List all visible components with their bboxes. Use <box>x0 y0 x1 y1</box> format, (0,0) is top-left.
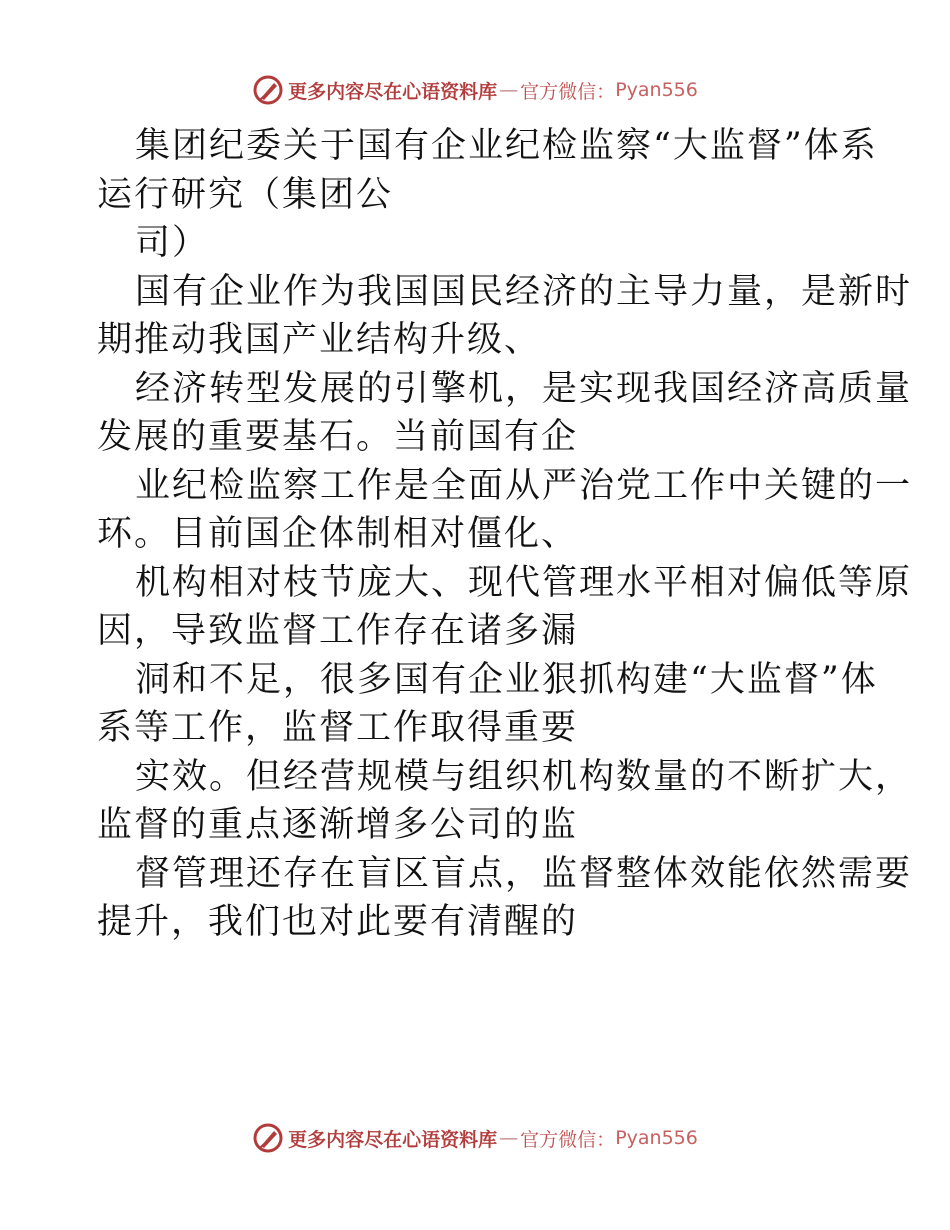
banner-separator: — <box>499 79 519 101</box>
body-line: 国有企业作为我国国民经济的主导力量，是新时 <box>135 271 913 312</box>
body-line: 监督的重点逐渐增多公司的监 <box>97 805 579 845</box>
body-line: 业纪检监察工作是全面从严治党工作中关键的一 <box>135 465 913 506</box>
body-line: 环。目前国企体制相对僵化、 <box>97 514 579 554</box>
body-line: 期推动我国产业结构升级、 <box>97 320 542 360</box>
body-line: 机构相对枝节庞大、现代管理水平相对偏低等原 <box>135 562 913 603</box>
body-line: 集团纪委关于国有企业纪检监察“大监督”体系 <box>135 126 878 166</box>
banner-wechat-label: 官方微信： <box>520 1128 616 1151</box>
body-line: 系等工作，监督工作取得重要 <box>97 708 579 748</box>
body-line: 实效。但经营规模与组织机构数量的不断扩大， <box>135 756 913 797</box>
header-banner <box>0 70 950 110</box>
pen-nib-logo-icon <box>252 74 284 106</box>
banner-separator: — <box>499 1127 519 1149</box>
banner-wechat-id: Pyan556 <box>615 1127 698 1149</box>
body-line: 督管理还存在盲区盲点，监督整体效能依然需要 <box>135 853 913 894</box>
banner-wechat-label: 官方微信： <box>520 80 616 103</box>
pen-nib-logo-icon <box>252 1122 284 1154</box>
footer-banner <box>0 1118 950 1158</box>
body-line: 经济转型发展的引擎机，是实现我国经济高质量 <box>135 368 913 409</box>
body-line: 洞和不足，很多国有企业狠抓构建“大监督”体 <box>135 659 878 700</box>
body-line: 提升，我们也对此要有清醒的 <box>97 902 579 942</box>
body-line: 发展的重要基石。当前国有企 <box>97 417 579 457</box>
body-line: 运行研究（集团公 <box>97 174 394 215</box>
body-line: 司） <box>135 223 210 263</box>
body-line: 因，导致监督工作存在诸多漏 <box>97 611 579 651</box>
banner-wechat-id: Pyan556 <box>615 79 698 101</box>
document-body <box>97 122 913 947</box>
banner-brand: 更多内容尽在心语资料库 <box>288 80 498 103</box>
banner-brand: 更多内容尽在心语资料库 <box>288 1128 498 1151</box>
